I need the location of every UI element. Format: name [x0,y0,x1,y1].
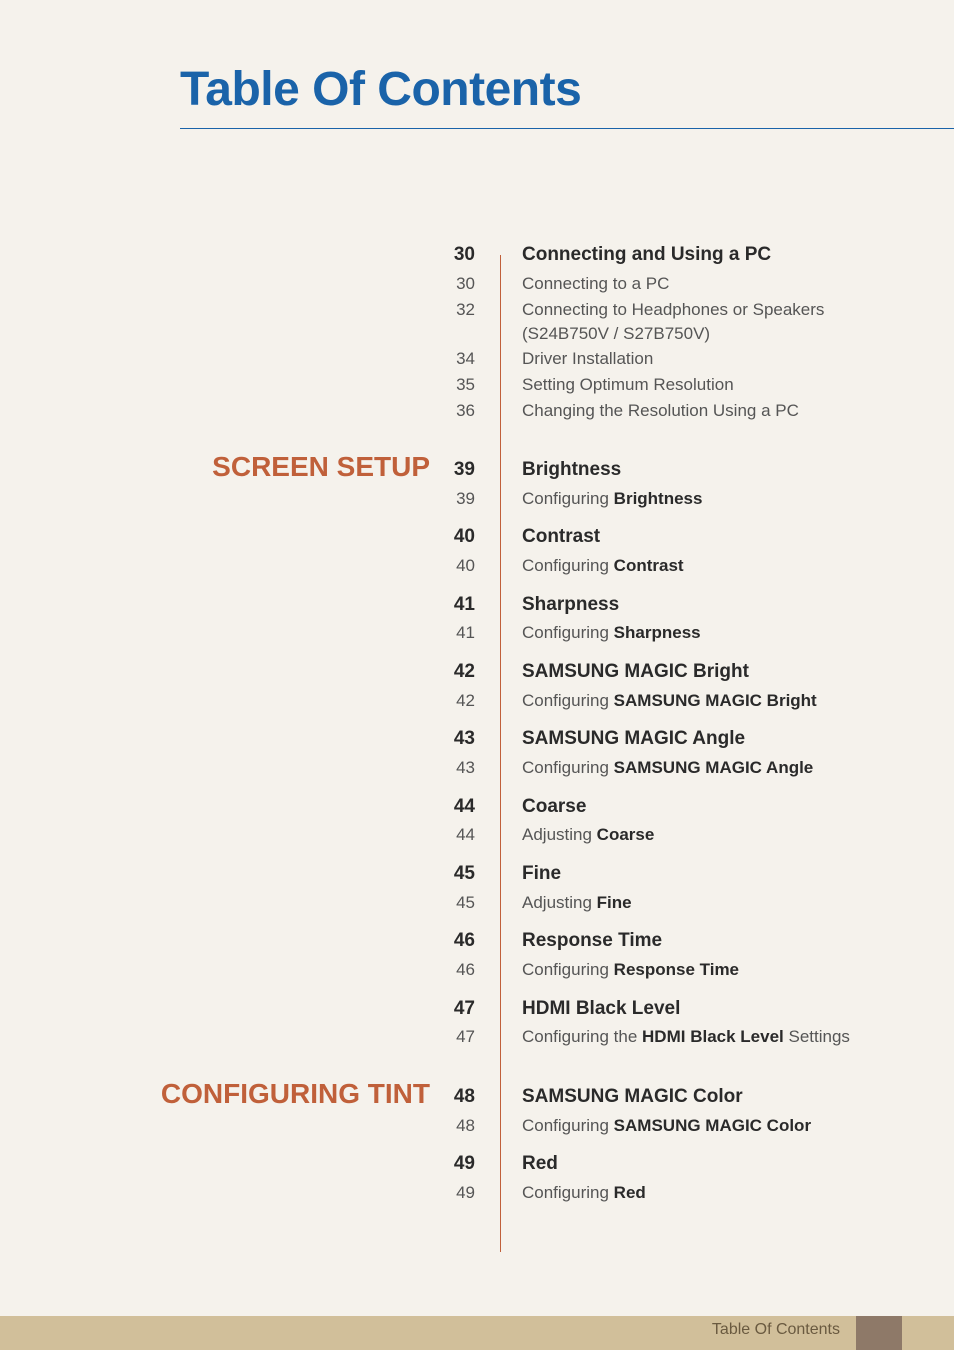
toc-page-number[interactable]: 49 [456,1183,475,1202]
toc-entry-text: Brightness [522,459,622,480]
toc-page-number[interactable]: 35 [456,375,475,394]
toc-entry-heading[interactable] [522,243,771,267]
toc-page-number[interactable]: 30 [453,244,475,265]
toc-entry-subheading[interactable] [522,1114,811,1138]
toc-entry-subheading[interactable] [522,958,739,982]
toc-entry-suffix: Settings [783,1027,850,1046]
toc-entry-subheading[interactable] [522,1025,850,1049]
toc-entry-text: SAMSUNG MAGIC Color [522,1086,743,1107]
toc-page-number[interactable]: 46 [453,930,475,951]
toc-entry-heading[interactable] [522,997,680,1021]
toc-entry-text: Fine [522,863,562,884]
toc-entry-prefix: Configuring [522,1183,614,1202]
toc-entry-text: Red [522,1153,558,1174]
toc-page-number[interactable]: 42 [456,691,475,710]
toc-entry-text-continued: (S24B750V / S27B750V) [522,324,711,343]
toc-entry-heading[interactable] [522,458,621,482]
toc-entry-subheading[interactable] [522,298,824,346]
toc-entry-prefix: Configuring [522,1116,614,1135]
toc-page-number[interactable]: 41 [456,623,475,642]
toc-entry-heading[interactable] [522,862,561,886]
toc-entry-heading[interactable] [522,1152,558,1176]
toc-page-number[interactable]: 39 [453,459,475,480]
toc-entry-text: Contrast [522,526,601,547]
toc-page-number[interactable]: 40 [453,526,475,547]
toc-entry-heading[interactable] [522,660,749,684]
toc-entry-bold: Coarse [596,825,655,844]
toc-entry-text: Driver Installation [522,349,654,368]
toc-entry-bold: Sharpness [613,623,701,642]
title-divider [180,128,954,129]
toc-page-number[interactable]: 48 [453,1086,475,1107]
toc-entry-text: SAMSUNG MAGIC Bright [522,661,749,682]
toc-page-number[interactable]: 47 [456,1027,475,1046]
toc-entry-prefix: Configuring [522,960,614,979]
toc-entry-heading[interactable] [522,727,745,751]
toc-page-number[interactable]: 39 [456,489,475,508]
toc-entry-heading[interactable] [522,1085,743,1109]
toc-entry-text: HDMI Black Level [522,998,681,1019]
toc-entry-heading[interactable] [522,593,619,617]
toc-entry-subheading[interactable] [522,823,654,847]
toc-entry-text: Response Time [522,930,663,951]
toc-entry-prefix: Configuring [522,758,614,777]
toc-entry-subheading[interactable] [522,891,632,915]
toc-entry-text: Connecting and Using a PC [522,244,772,265]
toc-page-number[interactable]: 43 [456,758,475,777]
toc-entry-text: Coarse [522,796,587,817]
toc-entry-bold: SAMSUNG MAGIC Angle [613,758,814,777]
toc-entry-bold: Brightness [613,489,703,508]
toc-entry-bold: SAMSUNG MAGIC Bright [613,691,817,710]
toc-page-number[interactable]: 36 [456,401,475,420]
toc-entry-text: Setting Optimum Resolution [522,375,734,394]
toc-entry-bold: Contrast [613,556,684,575]
toc-vertical-divider [500,255,501,1252]
toc-entry-subheading[interactable] [522,399,799,423]
section-heading-screen-setup: SCREEN SETUP [212,451,430,482]
toc-entry-prefix: Configuring [522,623,614,642]
toc-page-number[interactable]: 42 [453,661,475,682]
toc-page-number[interactable]: 40 [456,556,475,575]
toc-page-number[interactable]: 47 [453,998,475,1019]
toc-entry-subheading[interactable] [522,621,701,645]
toc-entry-prefix: Adjusting [522,825,597,844]
toc-entry-prefix: Configuring [522,489,614,508]
toc-entry-subheading[interactable] [522,554,684,578]
toc-entry-prefix: Adjusting [522,893,597,912]
toc-entry-heading[interactable] [522,795,586,819]
section-heading-configuring-tint: CONFIGURING TINT [160,1078,430,1109]
toc-entry-subheading[interactable] [522,272,669,296]
toc-page-number[interactable]: 49 [453,1153,475,1174]
toc-entry-bold: SAMSUNG MAGIC Color [613,1116,812,1135]
toc-entry-subheading[interactable] [522,487,702,511]
toc-page-number[interactable]: 48 [456,1116,475,1135]
toc-page-number[interactable]: 44 [453,796,475,817]
toc-entry-prefix: Configuring the [522,1027,643,1046]
toc-entry-subheading[interactable] [522,347,653,371]
toc-entry-text: Connecting to a PC [522,274,670,293]
page-title: Table Of Contents [180,63,582,116]
toc-entry-bold: Response Time [613,960,740,979]
toc-page-number[interactable]: 32 [456,300,475,319]
toc-page-number[interactable]: 43 [453,728,475,749]
toc-page-number[interactable]: 46 [456,960,475,979]
toc-entry-bold: Fine [596,893,632,912]
toc-entry-text: Connecting to Headphones or Speakers [522,300,825,319]
toc-entry-subheading[interactable] [522,1181,646,1205]
toc-entry-heading[interactable] [522,929,662,953]
toc-page-number[interactable]: 44 [456,825,475,844]
toc-entry-subheading[interactable] [522,373,734,397]
toc-entry-prefix: Configuring [522,556,614,575]
toc-page-number[interactable]: 34 [456,349,475,368]
toc-entry-subheading[interactable] [522,689,817,713]
toc-entry-text: Changing the Resolution Using a PC [522,401,799,420]
toc-entry-bold: HDMI Black Level [642,1027,784,1046]
toc-entry-heading[interactable] [522,525,600,549]
footer-label: Table Of Contents [711,1321,840,1338]
toc-page-number[interactable]: 30 [456,274,475,293]
toc-entry-bold: Red [613,1183,646,1202]
toc-page-number[interactable]: 45 [456,893,475,912]
toc-page-number[interactable]: 45 [453,863,475,884]
toc-entry-subheading[interactable] [522,756,813,780]
page-number-block [856,1316,902,1350]
toc-entry-text: SAMSUNG MAGIC Angle [522,728,746,749]
toc-page-number[interactable]: 41 [453,594,475,615]
toc-entry-text: Sharpness [522,594,620,615]
toc-entry-prefix: Configuring [522,691,614,710]
